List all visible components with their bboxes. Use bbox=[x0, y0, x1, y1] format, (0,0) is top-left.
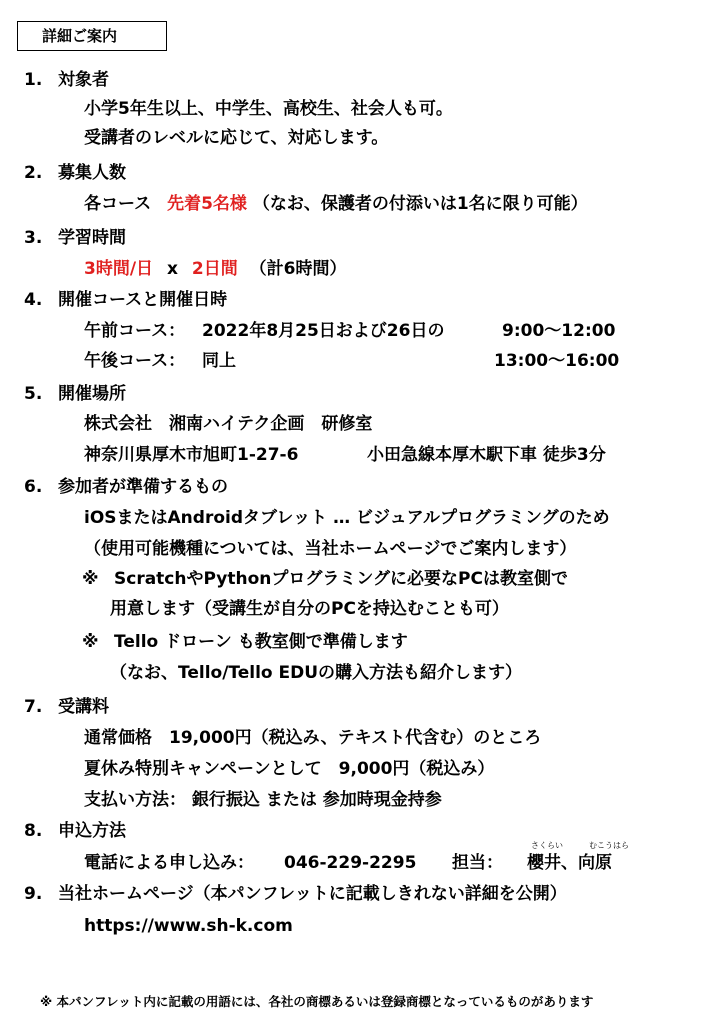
section-4-heading: 開催コースと開催日時 bbox=[58, 290, 228, 310]
duration-times: x bbox=[166, 259, 178, 279]
section-9-heading: 当社ホームページ（本パンフレットに記載しきれない詳細を公開） bbox=[58, 884, 567, 904]
page-title: 詳細ご案内 bbox=[17, 21, 167, 51]
section-5-number: 5. bbox=[24, 384, 43, 404]
bring-line-4: 用意します（受講生が自分のPCを持込むことも可） bbox=[110, 599, 509, 619]
am-course-date: 2022年8月25日および26日の bbox=[202, 321, 445, 341]
venue-address: 神奈川県厚木市旭町1-27-6 bbox=[84, 445, 299, 465]
section-6-number: 6. bbox=[24, 477, 43, 497]
fee-regular: 通常価格 19,000円（税込み、テキスト代含む）のところ bbox=[84, 728, 542, 748]
am-course-label: 午前コース： bbox=[84, 321, 186, 341]
bring-line-5: Tello ドローン も教室側で準備します bbox=[114, 632, 408, 652]
section-8-number: 8. bbox=[24, 821, 43, 841]
capacity-note: （なお、保護者の付添いは1名に限り可能） bbox=[252, 194, 588, 214]
duration-days: 2日間 bbox=[191, 259, 238, 279]
section-9-number: 9. bbox=[24, 884, 43, 904]
section-8-heading: 申込方法 bbox=[58, 821, 126, 841]
section-3-number: 3. bbox=[24, 228, 43, 248]
tel-number: 046-229-2295 bbox=[284, 853, 417, 873]
duration-hours: 3時間/日 bbox=[84, 259, 154, 279]
contact-name-1: 櫻井 bbox=[527, 853, 561, 873]
section-3-heading: 学習時間 bbox=[58, 228, 126, 248]
fee-payment: 支払い方法： 銀行振込 または 参加時現金持参 bbox=[84, 790, 442, 810]
contact-name-2: 向原 bbox=[578, 853, 612, 873]
note-mark-2: ※ bbox=[82, 632, 99, 652]
pm-course-date: 同上 bbox=[202, 351, 236, 371]
target-line-1: 小学5年生以上、中学生、高校生、社会人も可。 bbox=[84, 99, 453, 119]
section-7-number: 7. bbox=[24, 697, 43, 717]
capacity-line bbox=[84, 193, 588, 215]
pm-course-time: 13:00〜16:00 bbox=[494, 351, 620, 371]
bring-line-3: ScratchやPythonプログラミングに必要なPCは教室側で bbox=[114, 569, 568, 589]
bring-line-2: （使用可能機種については、当社ホームページでご案内します） bbox=[84, 539, 577, 559]
pm-course-label: 午後コース： bbox=[84, 351, 186, 371]
section-2-number: 2. bbox=[24, 163, 43, 183]
fee-campaign: 夏休み特別キャンペーンとして 9,000円（税込み） bbox=[84, 759, 495, 779]
duration-line bbox=[84, 258, 346, 280]
tel-label: 電話による申し込み： bbox=[84, 853, 254, 873]
ruby-mukouhara: むこうはら bbox=[589, 841, 629, 850]
homepage-url[interactable]: https://www.sh-k.com bbox=[84, 916, 293, 936]
section-2-heading: 募集人数 bbox=[58, 163, 126, 183]
bring-line-6: （なお、Tello/Tello EDUの購入方法も紹介します） bbox=[110, 663, 523, 683]
am-course-time: 9:00〜12:00 bbox=[502, 321, 616, 341]
venue-name: 株式会社 湘南ハイテク企画 研修室 bbox=[84, 414, 373, 434]
target-line-2: 受講者のレベルに応じて、対応します。 bbox=[84, 128, 389, 148]
section-1-heading: 対象者 bbox=[58, 70, 109, 90]
section-7-heading: 受講料 bbox=[58, 697, 109, 717]
capacity-highlight: 先着5名様 bbox=[167, 194, 247, 214]
venue-access: 小田急線本厚木駅下車 徒歩3分 bbox=[367, 445, 606, 465]
duration-total: （計6時間） bbox=[249, 259, 347, 279]
trademark-footnote: ※ 本パンフレット内に記載の用語には、各社の商標あるいは登録商標となっているものがあります bbox=[40, 994, 594, 1009]
contact-label: 担当： bbox=[452, 853, 503, 873]
section-6-heading: 参加者が準備するもの bbox=[58, 477, 228, 497]
note-mark-1: ※ bbox=[82, 569, 99, 589]
contact-names bbox=[527, 852, 612, 874]
capacity-prefix: 各コース bbox=[84, 194, 152, 214]
ruby-sakurai: さくらい bbox=[531, 841, 563, 850]
section-4-number: 4. bbox=[24, 290, 43, 310]
contact-separator: 、 bbox=[561, 853, 578, 873]
section-1-number: 1. bbox=[24, 70, 43, 90]
bring-line-1: iOSまたはAndroidタブレット … ビジュアルプログラミングのため bbox=[84, 508, 610, 528]
section-5-heading: 開催場所 bbox=[58, 384, 126, 404]
